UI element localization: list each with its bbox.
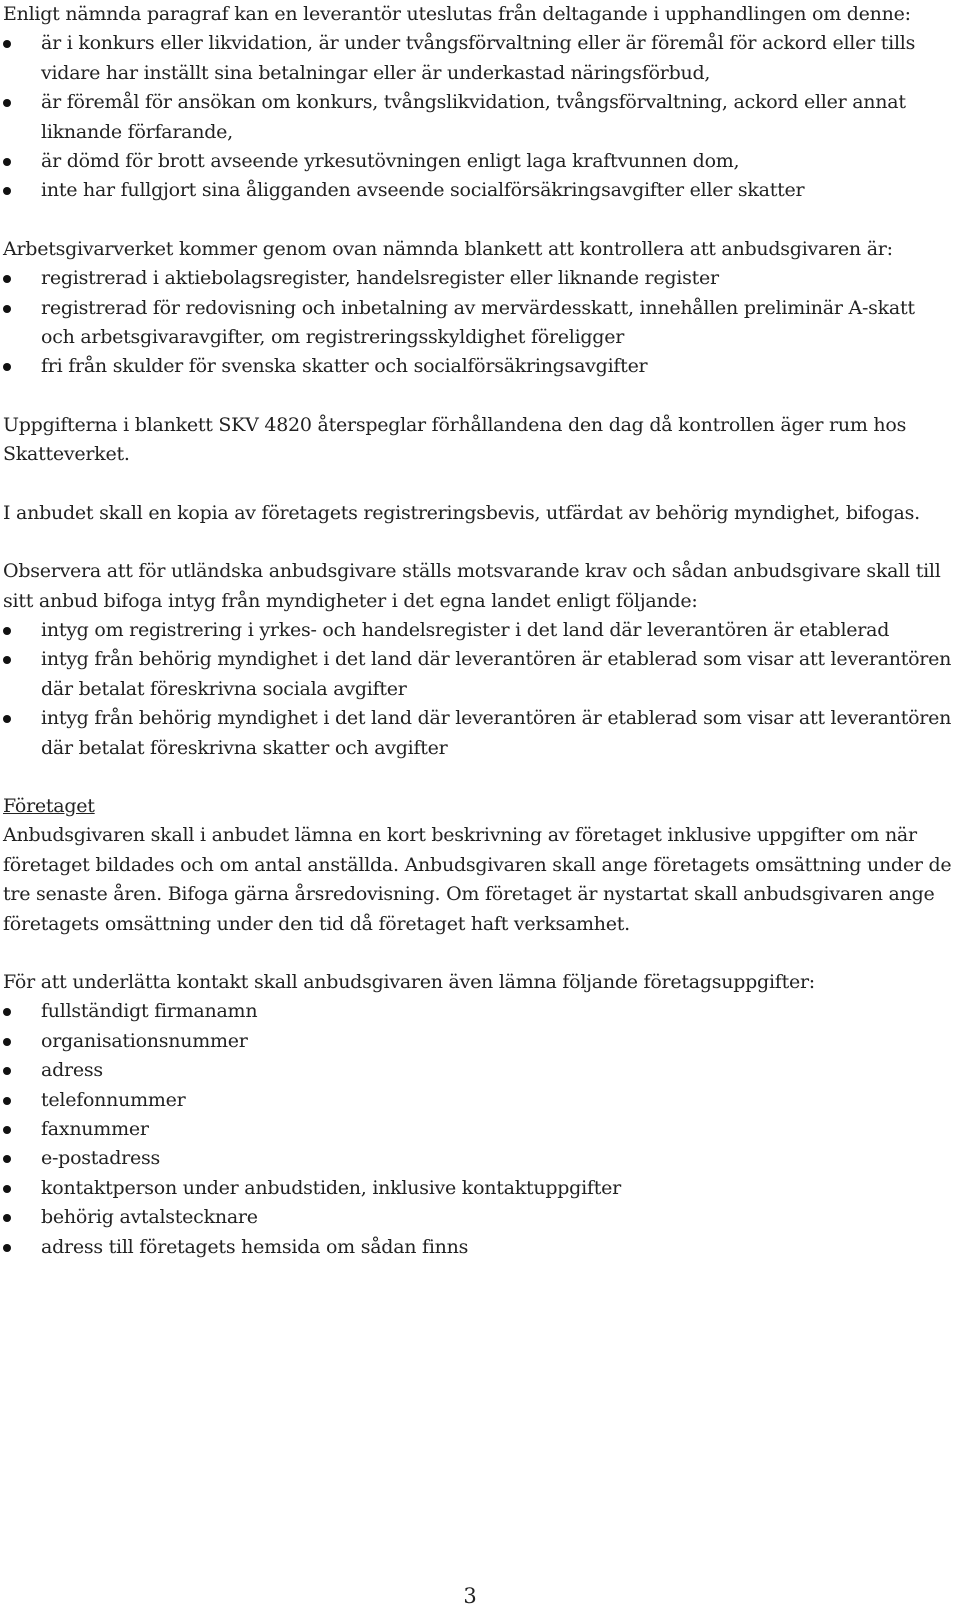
contact-list xyxy=(3,997,953,1262)
list-item-text: organisationsnummer xyxy=(41,1029,248,1052)
list-item xyxy=(3,1027,953,1056)
bullet-icon xyxy=(3,305,11,313)
list-item xyxy=(3,645,953,704)
foreign-bidders-section xyxy=(3,557,953,763)
bullet-icon xyxy=(3,158,11,166)
list-item-text: inte har fullgjort sina åligganden avseende socialförsäkringsavgifter eller skatter xyxy=(41,179,805,202)
list-item-text: faxnummer xyxy=(41,1118,149,1140)
list-item xyxy=(3,1174,953,1203)
list-item xyxy=(3,264,953,293)
registration-copy-paragraph: I anbudet skall en kopia av företagets registreringsbevis, utfärdat av behörig myndighet, bifogas. xyxy=(3,501,920,524)
bullet-icon xyxy=(3,99,11,107)
list-item xyxy=(3,1086,953,1115)
bullet-icon xyxy=(3,1126,11,1134)
control-list xyxy=(3,264,953,382)
bullet-icon xyxy=(3,627,11,635)
bullet-icon xyxy=(3,1067,11,1075)
list-item-text: registrerad för redovisning och inbetalning av mervärdesskatt, innehållen preliminär A-skatt och arbetsgivaravgifter, om registreringsskyldighet föreligger xyxy=(41,296,915,349)
company-paragraph: Anbudsgivaren skall i anbudet lämna en kort beskrivning av företaget inklusive uppgifter om när företaget bildades och om antal anställda. Anbudsgivaren skall ange företagets omsättning under de tre senaste åren. Bifoga gärna årsredovisning. Om företaget är nystartat skall anbudsgivaren ange företagets omsättning under den tid då företaget haft verksamhet. xyxy=(3,824,952,935)
exclusion-section xyxy=(3,0,953,206)
exclusion-list xyxy=(3,29,953,205)
list-item-text: är dömd för brott avseende yrkesutövningen enligt laga kraftvunnen dom, xyxy=(41,150,740,173)
foreign-list xyxy=(3,616,953,763)
bullet-icon xyxy=(3,1097,11,1105)
bullet-icon xyxy=(3,1038,11,1046)
list-item xyxy=(3,616,953,645)
foreign-paragraph: Observera att för utländska anbudsgivare ställs motsvarande krav och sådan anbudsgivare skall till sitt anbud bifoga intyg från myndigheter i det egna landet enligt följande: xyxy=(3,560,941,612)
list-item-text: är i konkurs eller likvidation, är under tvångsförvaltning eller är föremål för ackord eller tills vidare har inställt sina betalningar eller är underkastad näringsförbud, xyxy=(41,32,916,84)
list-item xyxy=(3,352,953,381)
list-item xyxy=(3,1203,953,1232)
list-item-text: intyg från behörig myndighet i det land där leverantören är etablerad som visar att leverantören där betalat föreskrivna sociala avgifter xyxy=(41,648,952,700)
company-section xyxy=(3,792,953,939)
list-item xyxy=(3,1115,953,1144)
list-item-text: fullständigt firmanamn xyxy=(41,1000,258,1023)
contact-section xyxy=(3,968,953,1262)
document-page xyxy=(3,0,953,1262)
list-item-text: adress till företagets hemsida om sådan finns xyxy=(41,1235,469,1258)
list-item-text: telefonnummer xyxy=(41,1088,186,1111)
list-item xyxy=(3,997,953,1026)
bullet-icon xyxy=(3,1185,11,1193)
bullet-icon xyxy=(3,40,11,48)
bullet-icon xyxy=(3,187,11,195)
control-paragraph: Arbetsgivarverket kommer genom ovan nämnda blankett att kontrollera att anbudsgivaren är: xyxy=(3,237,893,260)
list-item xyxy=(3,176,953,205)
control-section xyxy=(3,235,953,382)
list-item-text: intyg om registrering i yrkes- och handelsregister i det land där leverantören är etablerad xyxy=(41,618,890,641)
list-item xyxy=(3,1144,953,1173)
list-item-text: kontaktperson under anbudstiden, inklusive kontaktuppgifter xyxy=(41,1176,621,1199)
list-item xyxy=(3,88,953,147)
bullet-icon xyxy=(3,1214,11,1222)
list-item xyxy=(3,704,953,763)
list-item xyxy=(3,29,953,88)
list-item-text: intyg från behörig myndighet i det land där leverantören är etablerad som visar att leverantören där betalat föreskrivna skatter och avgifter xyxy=(41,707,952,759)
list-item-text: registrerad i aktiebolagsregister, handelsregister eller liknande register xyxy=(41,267,719,290)
skv-paragraph: Uppgifterna i blankett SKV 4820 återspeglar förhållandena den dag då kontrollen äger rum hos Skatteverket. xyxy=(3,413,907,466)
bullet-icon xyxy=(3,1155,11,1163)
list-item xyxy=(3,1056,953,1085)
list-item-text: fri från skulder för svenska skatter och socialförsäkringsavgifter xyxy=(41,355,648,378)
bullet-icon xyxy=(3,363,11,371)
bullet-icon xyxy=(3,275,11,283)
list-item-text: är föremål för ansökan om konkurs, tvångslikvidation, tvångsförvaltning, ackord eller annat liknande förfarande, xyxy=(41,91,906,143)
bullet-icon xyxy=(3,656,11,664)
contact-paragraph: För att underlätta kontakt skall anbudsgivaren även lämna följande företagsuppgifter: xyxy=(3,970,815,993)
list-item-text: adress xyxy=(41,1059,103,1082)
list-item xyxy=(3,1233,953,1262)
bullet-icon xyxy=(3,1244,11,1252)
bullet-icon xyxy=(3,1008,11,1016)
company-heading: Företaget xyxy=(3,794,95,817)
list-item-text: e-postadress xyxy=(41,1147,160,1170)
list-item-text: behörig avtalstecknare xyxy=(41,1206,258,1229)
page-number: 3 xyxy=(463,1584,477,1608)
list-item xyxy=(3,294,953,353)
intro-paragraph: Enligt nämnda paragraf kan en leverantör uteslutas från deltagande i upphandlingen om denne: xyxy=(3,3,911,25)
bullet-icon xyxy=(3,715,11,723)
list-item xyxy=(3,147,953,176)
